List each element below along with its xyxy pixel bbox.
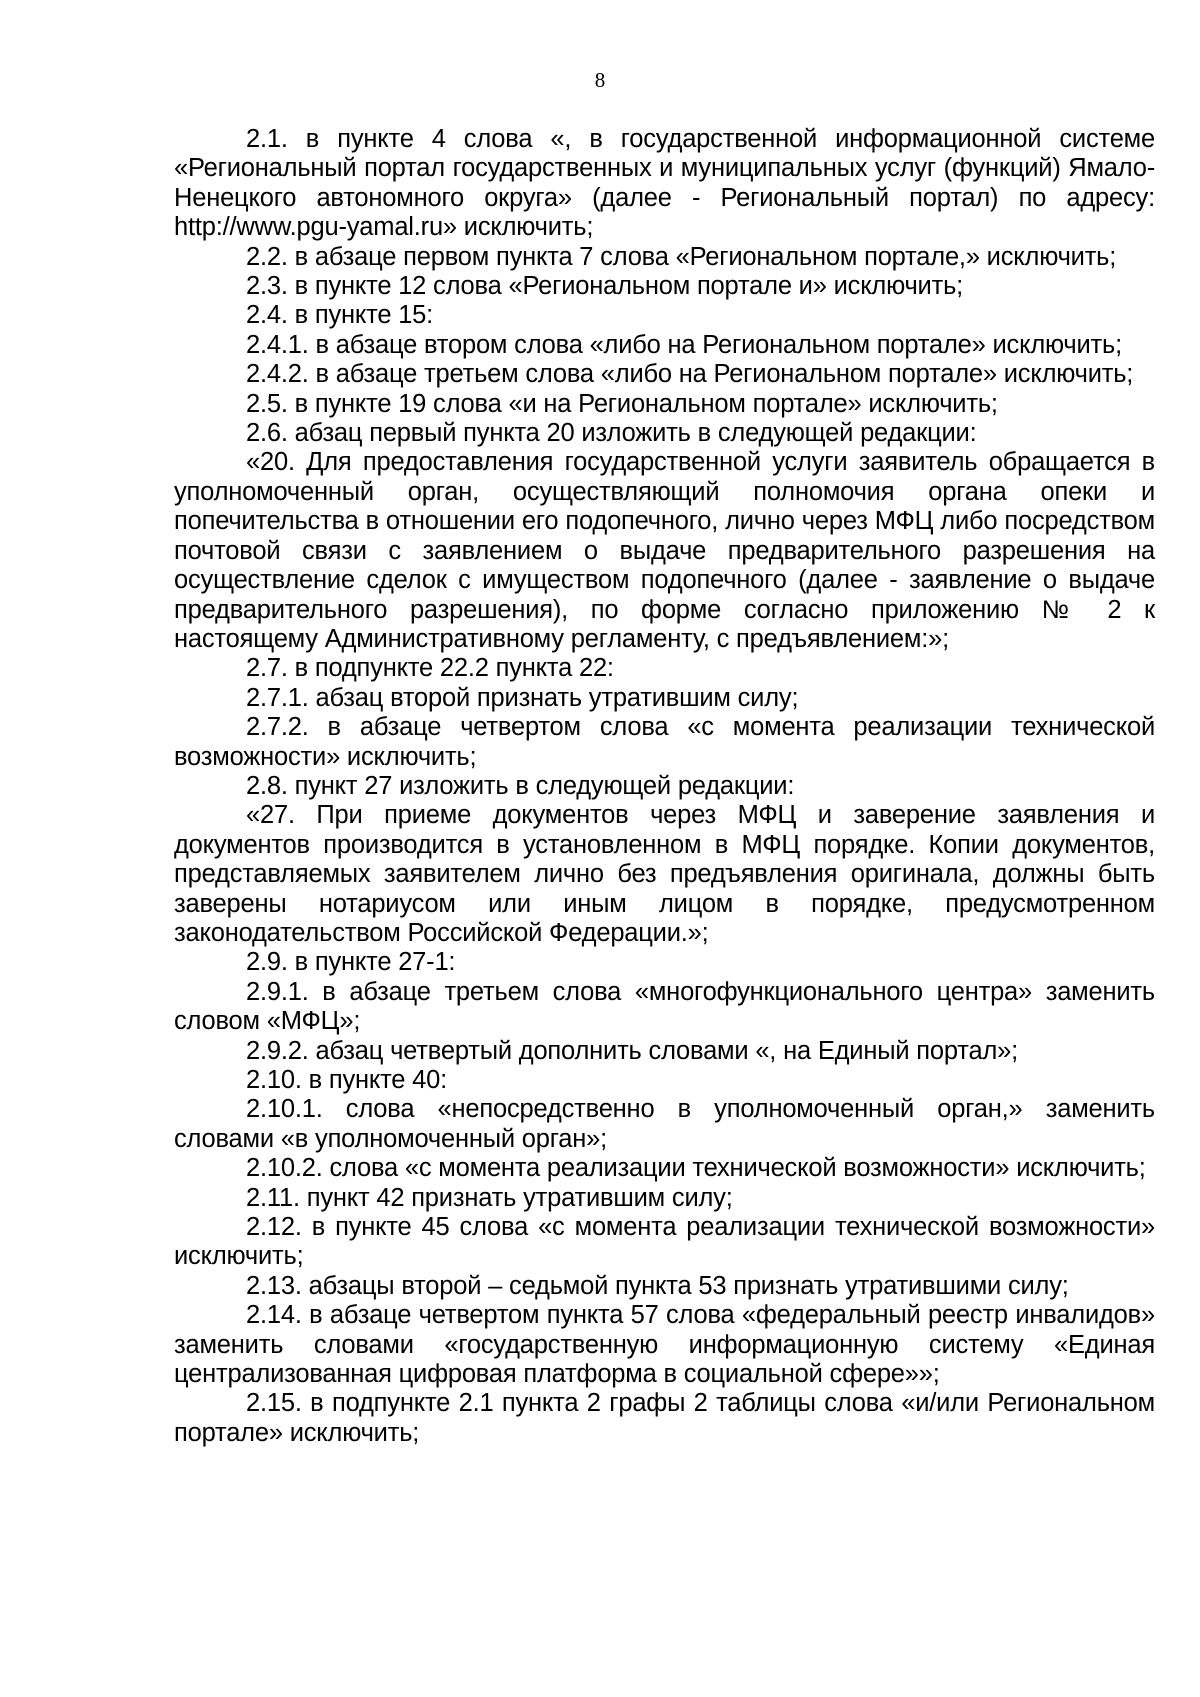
paragraph-2-2: 2.2. в абзаце первом пункта 7 слова «Региональном портале,» исключить; xyxy=(246,242,1117,271)
paragraph-2-12: 2.12. в пункте 45 слова «с момента реализации технической возможности» исключить; xyxy=(174,1213,1155,1271)
paragraph-2-13: 2.13. абзацы второй – седьмой пункта 53 признать утратившими силу; xyxy=(246,1271,1069,1300)
paragraph-2-4-2: 2.4.2. в абзаце третьем слова «либо на Региональном портале» исключить; xyxy=(246,360,1134,389)
paragraph-quote-20: «20. Для предоставления государственной услуги заявитель обращается в уполномоченный орган, осуществляющий полномочия органа опеки и попечительства в отношении его подопечного, лично через МФЦ либо посредством почтовой связи с заявлением о выдаче предварительного разрешения на осуществление сделок с имуществом подопечного (далее - заявление о выдаче предварительного разрешения), по форме согласно приложению № 2 к настоящему Административному регламенту, с предъявлением:»; xyxy=(174,448,1155,653)
paragraph-2-10-1: 2.10.1. слова «непосредственно в уполномоченный орган,» заменить словами «в уполномоченный орган»; xyxy=(174,1095,1155,1153)
paragraph-2-9: 2.9. в пункте 27-1: xyxy=(246,948,456,977)
page-number: 8 xyxy=(594,68,606,92)
paragraph-2-11: 2.11. пункт 42 признать утратившим силу; xyxy=(246,1183,733,1212)
paragraph-2-15: 2.15. в подпункте 2.1 пункта 2 графы 2 таблицы слова «и/или Региональном портале» исключить; xyxy=(174,1389,1155,1447)
document-body xyxy=(174,125,1155,1448)
paragraph-2-9-1: 2.9.1. в абзаце третьем слова «многофункционального центра» заменить словом «МФЦ»; xyxy=(174,977,1155,1036)
paragraph-quote-27: «27. При приеме документов через МФЦ и заверение заявления и документов производится в установленном в МФЦ порядке. Копии документов, представляемых заявителем лично без предъявления оригинала, должны быть заверены нотариусом или иным лицом в порядке, предусмотренном законодательством Российской Федерации.»; xyxy=(174,801,1155,947)
paragraph-2-10-2: 2.10.2. слова «с момента реализации технической возможности» исключить; xyxy=(246,1154,1146,1183)
paragraph-2-4: 2.4. в пункте 15: xyxy=(246,301,434,330)
paragraph-2-9-2: 2.9.2. абзац четвертый дополнить словами «, на Единый портал»; xyxy=(246,1036,1019,1065)
paragraph-2-4-1: 2.4.1. в абзаце втором слова «либо на Региональном портале» исключить; xyxy=(246,330,1122,359)
paragraph-2-6: 2.6. абзац первый пункта 20 изложить в следующей редакции: xyxy=(246,419,977,448)
paragraph-2-5: 2.5. в пункте 19 слова «и на Региональном портале» исключить; xyxy=(246,389,998,418)
paragraph-2-14: 2.14. в абзаце четвертом пункта 57 слова «федеральный реестр инвалидов» заменить словами «государственную информационную систему «Единая централизованная цифровая платформа в социальной сфере»»; xyxy=(174,1301,1155,1389)
paragraph-2-7-1: 2.7.1. абзац второй признать утратившим силу; xyxy=(246,683,799,712)
paragraph-2-7: 2.7. в подпункте 22.2 пункта 22: xyxy=(246,654,614,683)
paragraph-2-7-2: 2.7.2. в абзаце четвертом слова «с момента реализации технической возможности» исключить; xyxy=(174,713,1155,771)
paragraph-2-1: 2.1. в пункте 4 слова «, в государственной информационной системе «Региональный портал государственных и муниципальных услуг (функций) Ямало-Ненецкого автономного округа» (далее - Региональный портал) по адресу: http://www.pgu-yamal.ru» исключить; xyxy=(174,125,1155,242)
paragraph-2-10: 2.10. в пункте 40: xyxy=(246,1066,448,1094)
paragraph-2-8: 2.8. пункт 27 изложить в следующей редакции: xyxy=(246,771,795,800)
paragraph-2-3: 2.3. в пункте 12 слова «Региональном портале и» исключить; xyxy=(246,272,964,301)
